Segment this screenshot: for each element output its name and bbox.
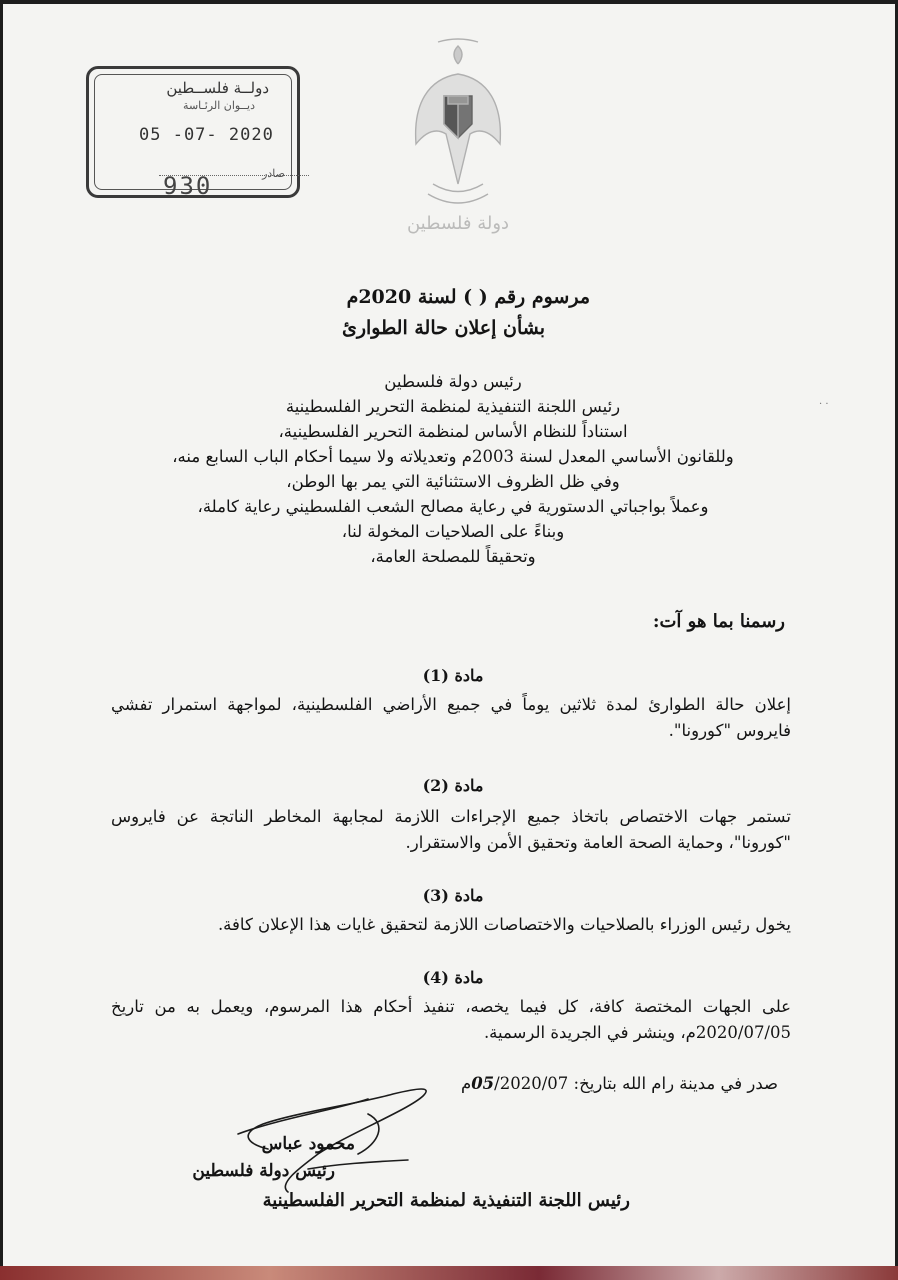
preamble-line: وللقانون الأساسي المعدل لسنة 2003م وتعديلاته ولا سيما أحكام الباب السابع منه، xyxy=(172,447,734,466)
preamble-line: رئيس دولة فلسطين xyxy=(384,372,522,391)
article-2-body: تستمر جهات الاختصاص باتخاذ جميع الإجراءات اللازمة لمجابهة المخاطر الناتجة عن فايروس "كورونا"، وحماية الصحة العامة وتحقيق الأمن والاستقرار. xyxy=(111,807,791,852)
preamble-line: رئيس اللجنة التنفيذية لمنظمة التحرير الفلسطينية xyxy=(285,397,621,416)
preamble-line: وبناءً على الصلاحيات المخولة لنا، xyxy=(341,522,565,541)
article-4-heading: مادة (4) xyxy=(422,968,484,987)
article-2-heading: مادة (2) xyxy=(422,776,484,795)
document-page xyxy=(3,4,895,1266)
stamp-office: ديــوان الرئـاسة xyxy=(183,99,255,112)
issued-date-line xyxy=(461,1074,778,1093)
article-3-heading: مادة (3) xyxy=(422,886,484,905)
preamble-line: وتحقيقاً للمصلحة العامة، xyxy=(370,547,536,566)
preamble xyxy=(123,369,783,569)
stamp-number: 930 xyxy=(163,172,213,200)
issued-month-year: /2020/07م xyxy=(460,1074,569,1093)
issued-prefix: صدر في مدينة رام الله بتاريخ: xyxy=(568,1074,778,1093)
preamble-line: وفي ظل الظروف الاستثنائية التي يمر بها الوطن، xyxy=(286,472,620,491)
article-3-body: يخول رئيس الوزراء بالصلاحيات والاختصاصات اللازمة لتحقيق غايات هذا الإعلان كافة. xyxy=(217,915,791,934)
stamp-date: 05 -07- 2020 xyxy=(139,125,274,145)
stamp-issued-label: صادر xyxy=(262,167,285,180)
decree-title: مرسوم رقم ( ) لسنة 2020م xyxy=(346,286,590,308)
article-1-heading: مادة (1) xyxy=(422,666,484,685)
article-1-body: إعلان حالة الطوارئ لمدة ثلاثين يوماً في جميع الأراضي الفلسطينية، لمواجهة استمرار تفشي فايروس "كورونا". xyxy=(111,695,791,740)
decree-intro: رسمنا بما هو آت: xyxy=(652,611,785,632)
decree-subject: بشأن إعلان حالة الطوارئ xyxy=(341,317,545,339)
preamble-line: وعملاً بواجباتي الدستورية في رعاية مصالح الشعب الفلسطيني رعاية كاملة، xyxy=(197,497,709,516)
background-fabric-strip xyxy=(0,1266,898,1280)
emblem-caption: دولة فلسطين xyxy=(406,213,510,234)
eagle-emblem-icon xyxy=(398,34,518,254)
preamble-line: استناداً للنظام الأساس لمنظمة التحرير الفلسطينية، xyxy=(278,422,628,441)
issued-day: 05 xyxy=(471,1074,495,1093)
margin-dots: · · xyxy=(819,399,829,410)
signatory-name: محمود عباس xyxy=(261,1134,355,1154)
stamp-state: دولــة فلســطين xyxy=(166,79,269,97)
signatory-title-president: رئيس دولة فلسطين xyxy=(192,1161,335,1181)
article-4-body: على الجهات المختصة كافة، كل فيما يخصه، تنفيذ أحكام هذا المرسوم، ويعمل به من تاريخ 2020/07/05م، وينشر في الجريدة الرسمية. xyxy=(111,997,791,1042)
signatory-title-plo: رئيس اللجنة التنفيذية لمنظمة التحرير الفلسطينية xyxy=(262,1190,630,1211)
